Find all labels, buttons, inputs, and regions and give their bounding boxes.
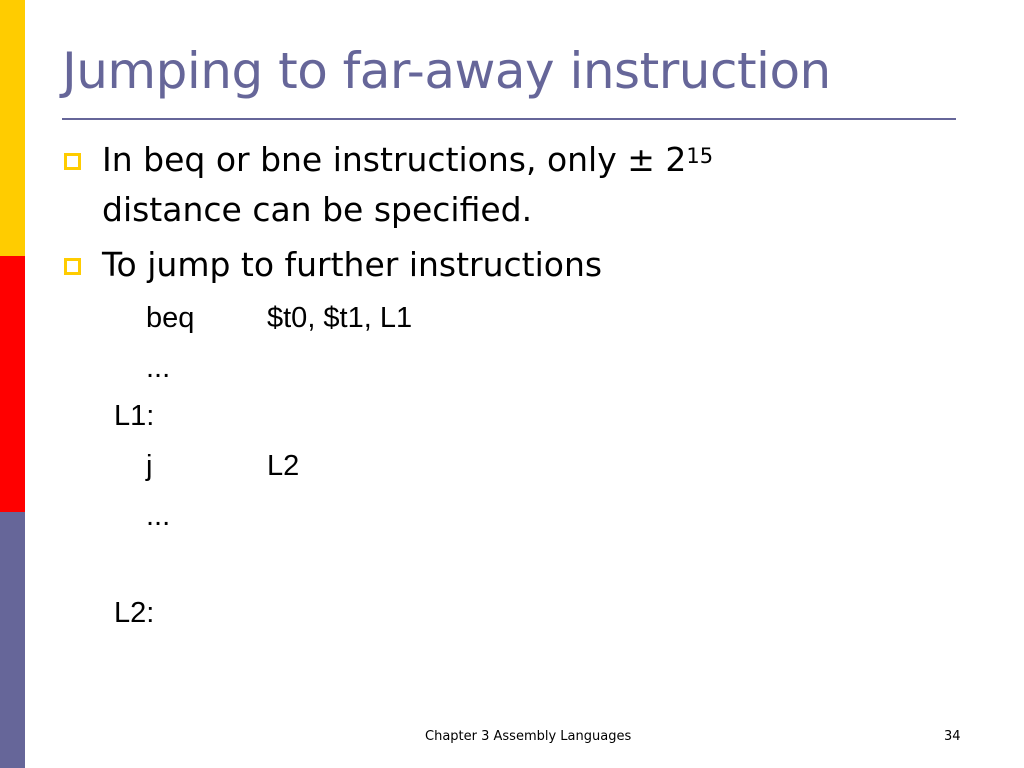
sidebar-band-red bbox=[0, 256, 25, 512]
bullet-text bbox=[102, 135, 713, 235]
code-ellipsis: ... bbox=[146, 352, 171, 384]
code-ellipsis: ... bbox=[146, 500, 171, 532]
code-args-beq: $t0, $t1, L1 bbox=[267, 302, 413, 334]
footer-page-number: 34 bbox=[944, 729, 961, 744]
bullet-text-continuation: distance can be specified. bbox=[102, 190, 533, 229]
code-op-beq: beq bbox=[146, 302, 195, 334]
code-label-l2: L2: bbox=[114, 597, 155, 629]
code-op-j: j bbox=[146, 450, 153, 482]
footer-chapter: Chapter 3 Assembly Languages bbox=[425, 729, 632, 744]
square-bullet-icon bbox=[64, 258, 81, 275]
bullet-text: To jump to further instructions bbox=[102, 245, 603, 284]
code-args-j: L2 bbox=[267, 450, 300, 482]
sidebar-band-blue bbox=[0, 512, 25, 768]
bullet-text-main: In beq or bne instructions, only ± 2 bbox=[102, 140, 687, 179]
title-divider bbox=[62, 118, 956, 120]
code-label-l1: L1: bbox=[114, 400, 155, 432]
square-bullet-icon bbox=[64, 153, 81, 170]
bullet-superscript: 15 bbox=[686, 144, 714, 168]
slide-title: Jumping to far-away instruction bbox=[62, 42, 831, 100]
sidebar-band-yellow bbox=[0, 0, 25, 256]
sidebar-color-bands bbox=[0, 0, 25, 768]
